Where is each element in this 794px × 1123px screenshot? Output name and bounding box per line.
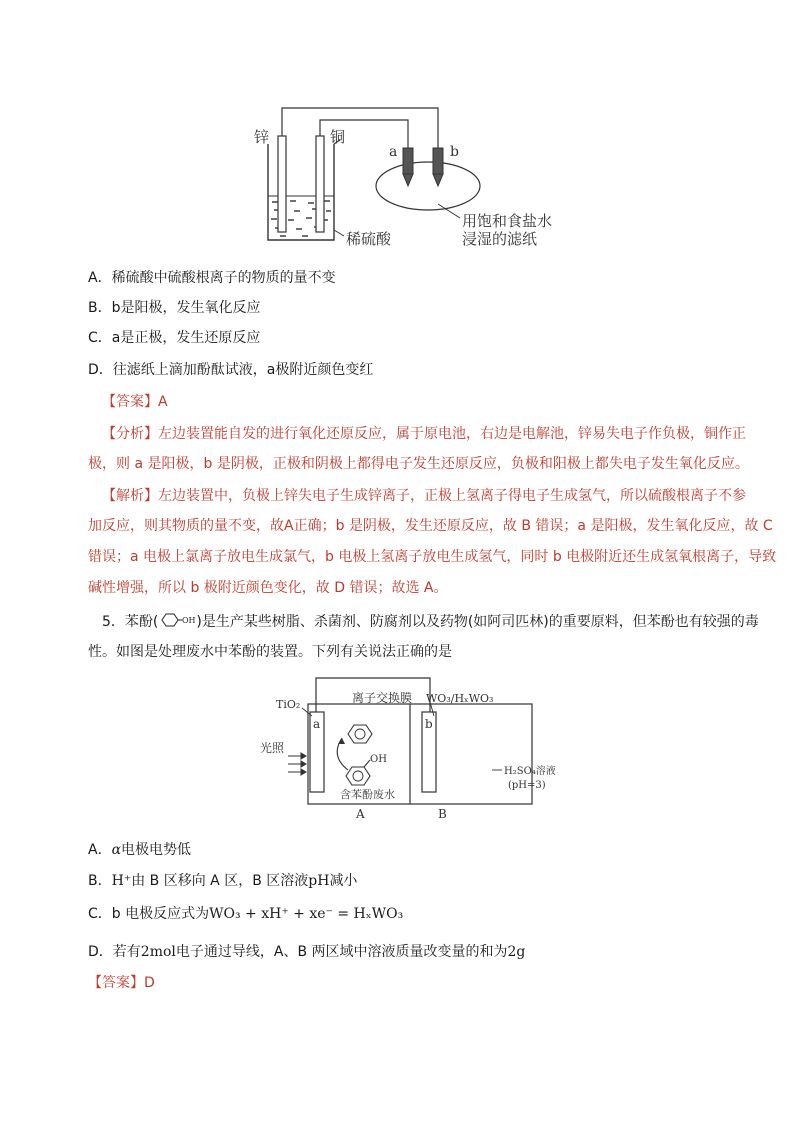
label-light: 光照 (260, 741, 285, 755)
q5-option-c (88, 904, 403, 924)
q5-option-b (88, 871, 357, 891)
q5-option-a (88, 840, 191, 860)
label-paper-line1: 用饱和食盐水 (462, 212, 553, 230)
q5-opt-d-mol: 2mol (140, 944, 176, 960)
label-electrode-b: b (425, 717, 433, 731)
q4-option-a: A．稀硫酸中硫酸根离子的物质的量不变 (88, 270, 336, 286)
q4-explain-line2: 加反应，则其物质的量不变，故A正确；b 是阴极，发生还原反应，故 B 错误；a 是阳极，发生氧化反应，故 C (88, 518, 773, 534)
label-ph: (pH=3) (508, 780, 546, 791)
figure-galvanic-cell (250, 100, 570, 250)
q4-option-c: C．a是正极，发生还原反应 (88, 330, 261, 346)
q5-opt-b-end: 减小 (329, 873, 358, 889)
q4-analysis-line2: 极，则 a 是阳极，b 是阴极，正极和阴极上都得电子发生还原反应，负极和阳极上都失电子发生氧化反应。 (88, 456, 749, 472)
phenol-oh-label: OH (182, 616, 196, 625)
label-zinc: 锌 (254, 128, 270, 146)
explain-text1: 左边装置中，负极上锌失电子生成锌离子，正极上氢离子得电子生成氢气，所以硫酸根离子不参 (158, 488, 746, 504)
answer-value: A (158, 394, 168, 410)
q4-analysis-line1 (102, 424, 746, 444)
q5-stem-line2: 性。如图是处理废水中苯酚的装置。下列有关说法正确的是 (88, 644, 452, 660)
label-region-b: B (438, 807, 447, 821)
q5-opt-d-prefix: D．若有 (88, 944, 141, 960)
q5-stem-part2: )是生产某些树脂、杀菌剂、防腐剂以及药物(如阿司匹林)的重要原料，但苯酚也有较强的毒 (196, 614, 759, 630)
label-membrane: 离子交换膜 (352, 691, 413, 705)
q4-answer (102, 392, 168, 412)
q5-option-d (88, 942, 525, 962)
q5-stem-line1 (102, 612, 759, 632)
q5-opt-c-formula: WO₃ + xH⁺ + xe⁻ = HₓWO₃ (209, 906, 404, 922)
label-waste-water: 含苯酚废水 (340, 788, 395, 801)
q5-opt-c-prefix: C．b 电极反应式为 (88, 906, 210, 922)
q5-opt-d-mid: 电子通过导线，A、B 两区域中溶液质量改变量的和为 (175, 944, 508, 960)
label-copper: 铜 (330, 128, 346, 146)
label-tio2: TiO₂ (276, 698, 301, 711)
label-paper-line2: 浸湿的滤纸 (462, 230, 538, 248)
q5-opt-b-hplus: H⁺ (111, 873, 132, 889)
q5-stem-part1: 5．苯酚( (102, 614, 159, 630)
q4-explain-line3: 错误；a 电极上氯离子放电生成氯气，b 电极上氢离子放电生成氢气，同时 b 电极附近还生成氢氧根离子，导致 (88, 549, 777, 565)
analysis-text1: 左边装置能自发的进行氧化还原反应，属于原电池，右边是电解池，锌易失电子作负极，铜作正 (158, 426, 746, 442)
q5-opt-b-mid: 由 B 区移向 A 区，B 区溶液 (131, 873, 309, 889)
q4-option-d: D．往滤纸上滴加酚酞试液，a极附近颜色变红 (88, 362, 374, 378)
answer-tag: 【答案】 (88, 975, 144, 991)
figure-phenol-device (260, 672, 570, 822)
label-electrode-b: b (450, 144, 459, 160)
q5-opt-a-prefix: A． (88, 842, 112, 858)
explain-tag: 【解析】 (102, 488, 158, 504)
analysis-tag: 【分析】 (102, 426, 158, 442)
q5-opt-a-alpha: α (111, 842, 122, 858)
answer-value: D (144, 975, 155, 991)
q5-opt-b-prefix: B． (88, 873, 112, 889)
q4-option-b: B．b是阳极，发生氧化反应 (88, 300, 261, 316)
label-electrode-a: a (389, 144, 398, 160)
answer-tag: 【答案】 (102, 394, 158, 410)
q5-answer (88, 973, 155, 993)
q5-opt-d-end: 2g (507, 944, 526, 960)
q5-opt-b-ph: pH (308, 873, 330, 889)
q4-explain-line1 (102, 486, 746, 506)
label-region-a: A (356, 807, 365, 821)
phenol-structure-icon (158, 612, 196, 628)
q5-opt-a-text: 电极电势低 (121, 842, 192, 858)
label-wo3: WO₃/HₓWO₃ (426, 692, 494, 705)
label-electrode-a: a (313, 717, 321, 731)
label-phenol-oh: OH (370, 754, 387, 765)
q4-explain-line4: 碱性增强，所以 b 极附近颜色变化，故 D 错误；故选 A。 (88, 580, 448, 596)
label-dilute-acid: 稀硫酸 (346, 230, 392, 248)
label-h2so4: H₂SO₄溶液 (504, 766, 556, 777)
